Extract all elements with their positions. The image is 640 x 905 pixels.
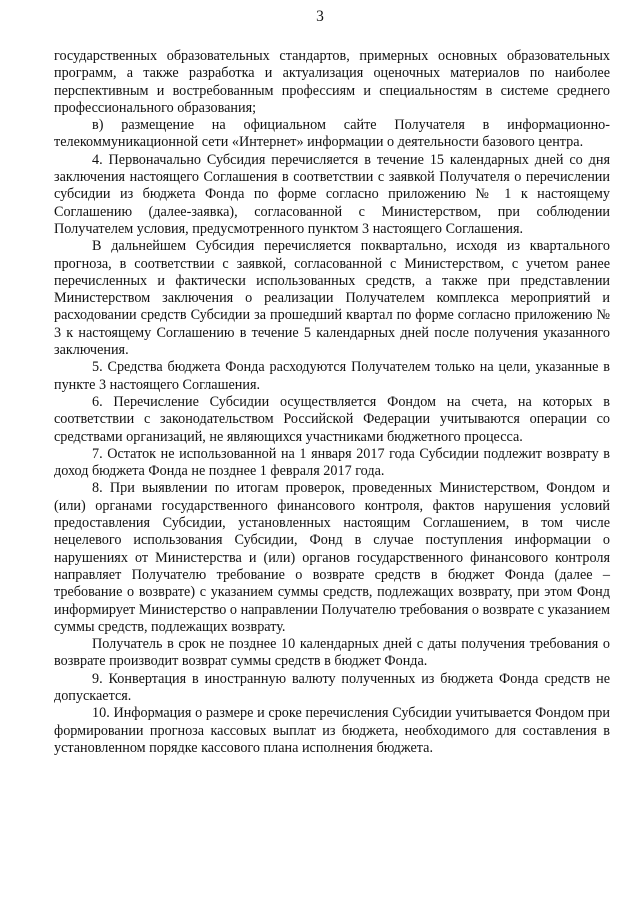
page-number: 3 [316, 8, 324, 25]
paragraph-7: 7. Остаток не использованной на 1 января 2017 года Субсидии подлежит возврату в доход бюджета Фонда не позднее 1 февраля 2017 года. [54, 445, 610, 480]
paragraph-standards-continuation: государственных образовательных стандартов, примерных основных образовательных программ, а также разработка и актуализация оценочных материалов по наиболее перспективным и востребованным профессиям и специальностям в системе среднего профессионального образования; [54, 48, 610, 116]
paragraph-5: 5. Средства бюджета Фонда расходуются Получателем только на цели, указанные в пункте 3 настоящего Соглашения. [54, 359, 610, 393]
paragraph-4: 4. Первоначально Субсидия перечисляется в течение 15 календарных дней со дня заключения настоящего Соглашения в соответствии с заявкой Получателя о перечислении субсидии из бюджета Фонда по форме согласно приложению № 1 к настоящему Соглашению (далее-заявка), согласованной с Министерством, при соблюдении Получателем условия, предусмотренного пунктом 3 настоящего Соглашения. [54, 151, 610, 237]
paragraph-10: 10. Информация о размере и сроке перечисления Субсидии учитывается Фондом при формировании прогноза кассовых выплат из бюджета, необходимого для составления в установленном порядке кассового плана исполнения бюджета. [54, 705, 610, 756]
paragraph-8-continuation: Получатель в срок не позднее 10 календарных дней с даты получения требования о возврате производит возврат суммы средств в бюджет Фонда. [54, 636, 610, 670]
paragraph-8: 8. При выявлении по итогам проверок, проведенных Министерством, Фондом и (или) органами государственного финансового контроля, фактов нарушения условий предоставления Субсидии, установленных настоящим Соглашением, в том числе нецелевого использования Субсидии, Фонд в случае поступления информации о нарушениях от Министерства и (или) органов государственного финансового контроля направляет Получателю требование о возврате средств в бюджет Фонда (далее – требование о возврате) с указанием суммы средств, подлежащих возврату, при этом Фонд информирует Министерство о направлении Получателю требования о возврате с указанием суммы средств, подлежащих возврату. [54, 480, 610, 635]
paragraph-6: 6. Перечисление Субсидии осуществляется Фондом на счета, на которых в соответствии с законодательством Российской Федерации учитываются операции со средствами организаций, не являющихся участниками бюджетного процесса. [54, 393, 610, 445]
paragraph-9: 9. Конвертация в иностранную валюту полученных из бюджета Фонда средств не допускается. [54, 670, 610, 704]
paragraph-item-v: в) размещение на официальном сайте Получателя в информационно-телекоммуникационной сети «Интернет» информации о деятельности базового центра. [54, 117, 610, 151]
document-body [54, 48, 610, 757]
paragraph-4-continuation: В дальнейшем Субсидия перечисляется поквартально, исходя из квартального прогноза, в соответствии с заявкой, согласованной с Министерством, с учетом ранее перечисленных и фактически использованных средств, а также при представлении Министерством заключения о реализации Получателем комплекса мероприятий и расходовании средств Субсидии за прошедший квартал по форме согласно приложению № 3 к настоящему Соглашению в течение 5 календарных дней после получения указанного заключения. [54, 238, 610, 359]
